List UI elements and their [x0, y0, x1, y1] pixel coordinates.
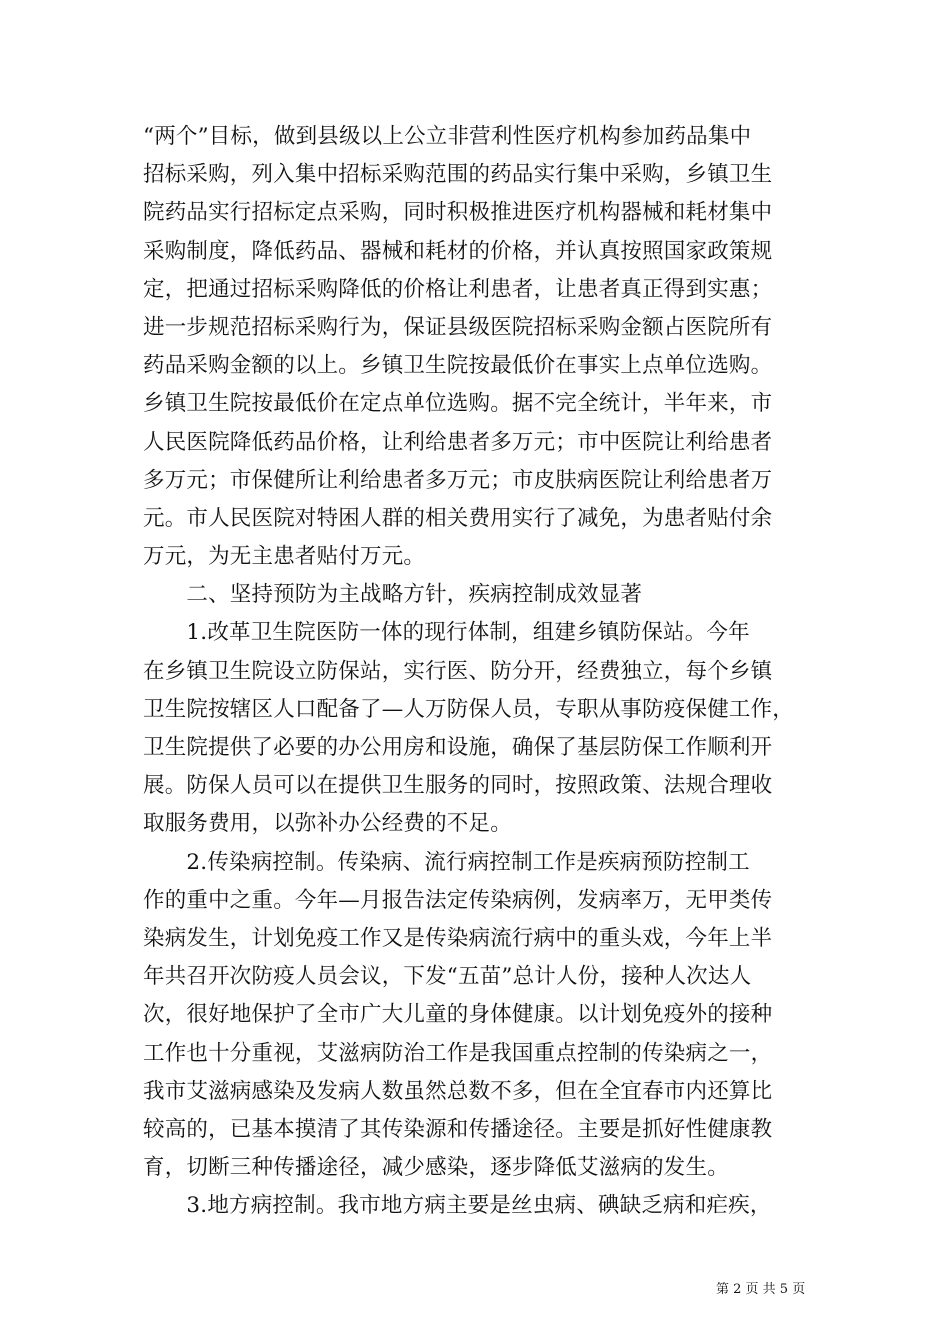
- text-line: 3.地方病控制。我市地方病主要是丝虫病、碘缺乏病和疟疾，: [143, 1193, 772, 1219]
- text-line: 多万元；市保健所让利给患者多万元；市皮肤病医院让利给患者万: [143, 467, 773, 493]
- text-line: 院药品实行招标定点采购，同时积极推进医疗机构器械和耗材集中: [143, 200, 773, 226]
- text-line: 招标采购，列入集中招标采购范围的药品实行集中采购，乡镇卫生: [143, 162, 773, 188]
- text-line: 卫生院按辖区人口配备了—人万防保人员，专职从事防疫保健工作，: [143, 696, 795, 722]
- text-line: 药品采购金额的以上。乡镇卫生院按最低价在事实上点单位选购。: [143, 353, 773, 379]
- text-line: 次，很好地保护了全市广大儿童的身体健康。以计划免疫外的接种: [143, 1002, 773, 1028]
- text-line: “两个”目标，做到县级以上公立非营利性医疗机构参加药品集中: [143, 124, 752, 149]
- document-body: [143, 118, 823, 1225]
- section-heading: 二、坚持预防为主战略方针，疾病控制成效显著: [143, 582, 643, 608]
- text-line: 年共召开次防疫人员会议，下发“五苗”总计人份，接种人次达人: [143, 964, 752, 990]
- text-line: 在乡镇卫生院设立防保站，实行医、防分开，经费独立，每个乡镇: [143, 658, 773, 684]
- text-line: 乡镇卫生院按最低价在定点单位选购。据不完全统计，半年来，市: [143, 391, 773, 417]
- page-number-footer: 第 2 页 共 5 页: [716, 1282, 806, 1297]
- text-line: 染病发生，计划免疫工作又是传染病流行病中的重头戏，今年上半: [143, 925, 773, 951]
- text-line: 定，把通过招标采购降低的价格让利患者，让患者真正得到实惠；: [143, 276, 773, 302]
- text-line: 万元，为无主患者贴付万元。: [143, 544, 426, 570]
- text-line: 工作也十分重视，艾滋病防治工作是我国重点控制的传染病之一，: [143, 1040, 773, 1066]
- text-line: 育，切断三种传播途径，减少感染，逐步降低艾滋病的发生。: [143, 1155, 729, 1181]
- text-line: 我市艾滋病感染及发病人数虽然总数不多，但在全宜春市内还算比: [143, 1078, 773, 1104]
- text-line: 人民医院降低药品价格，让利给患者多万元；市中医院让利给患者: [143, 429, 773, 455]
- text-line: 进一步规范招标采购行为，保证县级医院招标采购金额占医院所有: [143, 314, 773, 340]
- text-line: 取服务费用，以弥补办公经费的不足。: [143, 811, 512, 837]
- text-line: 2.传染病控制。传染病、流行病控制工作是疾病预防控制工: [143, 849, 750, 875]
- text-line: 采购制度，降低药品、器械和耗材的价格，并认真按照国家政策规: [143, 238, 773, 264]
- text-line: 较高的，已基本摸清了其传染源和传播途径。主要是抓好性健康教: [143, 1116, 773, 1142]
- text-line: 元。市人民医院对特困人群的相关费用实行了减免，为患者贴付余: [143, 505, 773, 531]
- text-line: 1.改革卫生院医防一体的现行体制，组建乡镇防保站。今年: [143, 620, 750, 646]
- text-line: 作的重中之重。今年—月报告法定传染病例，发病率万，无甲类传: [143, 887, 773, 913]
- text-line: 展。防保人员可以在提供卫生服务的同时，按照政策、法规合理收: [143, 773, 773, 799]
- text-line: 卫生院提供了必要的办公用房和设施，确保了基层防保工作顺利开: [143, 735, 773, 760]
